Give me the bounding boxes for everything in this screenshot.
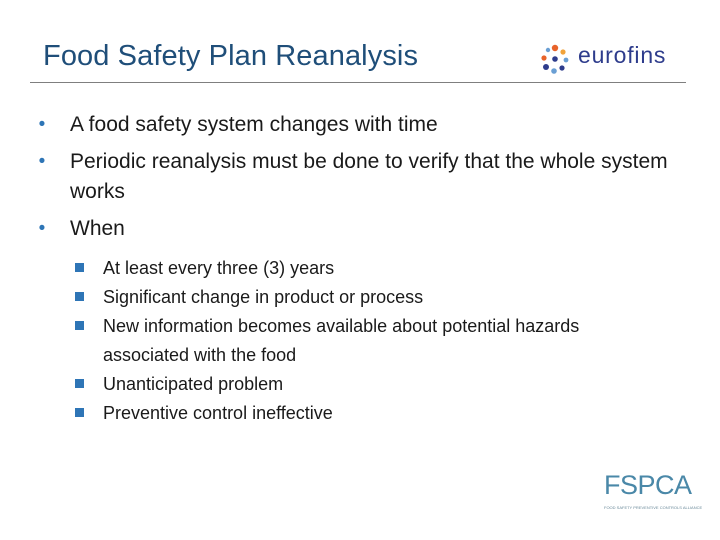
bullet-item <box>30 214 670 244</box>
eurofins-wordmark: eurofins <box>578 42 667 68</box>
sub-bullet-list <box>30 254 670 428</box>
bullet-text: A food safety system changes with time <box>70 113 438 136</box>
sub-bullet-item <box>60 254 670 283</box>
bullet-item <box>30 147 670 207</box>
title-divider <box>30 82 686 83</box>
sub-bullet-text: Unanticipated problem <box>103 374 284 394</box>
bullet-item <box>30 110 670 140</box>
sub-bullet-item <box>60 312 670 370</box>
bullet-text: Periodic reanalysis must be done to verify that the whole system works <box>70 150 668 203</box>
sub-bullet-item <box>60 399 670 428</box>
bullet-dot-icon: • <box>38 151 46 172</box>
sub-bullet-text: Preventive control ineffective <box>103 403 333 423</box>
square-bullet-icon <box>75 321 84 330</box>
fspca-logo <box>604 470 703 510</box>
fspca-tagline: FOOD SAFETY PREVENTIVE CONTROLS ALLIANCE <box>604 505 703 510</box>
square-bullet-icon <box>75 379 84 388</box>
bullet-dot-icon: • <box>38 114 46 135</box>
square-bullet-icon <box>75 408 84 417</box>
square-bullet-icon <box>75 263 84 272</box>
slide-title: Food Safety Plan Reanalysis <box>43 40 419 72</box>
sub-bullet-text: At least every three (3) years <box>103 258 335 278</box>
fspca-wordmark: FSPCA <box>604 470 692 500</box>
bullet-text: When <box>70 217 125 240</box>
sub-bullet-item <box>60 370 670 399</box>
sub-bullet-text: Significant change in product or process <box>103 287 424 307</box>
sub-bullet-text: New information becomes available about potential hazards associated with the food <box>103 316 580 365</box>
square-bullet-icon <box>75 292 84 301</box>
bullet-list <box>30 110 670 428</box>
bullet-dot-icon: • <box>38 218 46 239</box>
eurofins-dot-circle-icon <box>540 44 570 74</box>
sub-bullet-item <box>60 283 670 312</box>
